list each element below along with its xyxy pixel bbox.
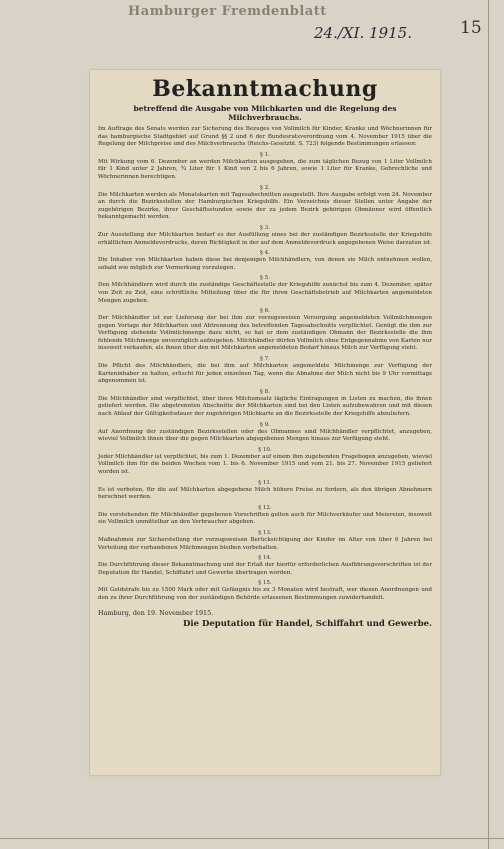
section-number: § 12. [258, 504, 272, 511]
handwritten-date: 24./XI. 1915. [314, 24, 412, 42]
newspaper-clipping [90, 70, 440, 775]
clipping-content [98, 76, 432, 629]
section-text: Mit Geldstrafe bis zu 1500 Mark oder mit Gefängnis bis zu 3 Monaten wird bestraft, wer diesen Anordnungen und den zu ihrer Durchführung von der zuständigen Behörde erlassenen Bestimmungen zuwiderhandelt. [98, 587, 432, 601]
page-header [0, 0, 504, 42]
place-date: Hamburg, den 19. November 1915. [98, 608, 214, 617]
section-number: § 6. [260, 308, 270, 315]
section-number: § 3. [260, 224, 270, 231]
section-number: § 15. [258, 580, 272, 587]
section-number: § 1. [260, 151, 270, 158]
section-text: Die Milchkarten werden als Monatskarten mit Tagesabschnitten ausgestellt. Ihre Ausgabe erfolgt vom 24. November an durch die Bezirksstellen der Hamburgischen Kriegshilfe. Ein Verzeichnis dieser Stellen unter Angabe der zugehörigen Bezirke, ihrer Geschäftsstunden sowie der zu jedem Bezirk gehörigen Obmänner wird öffentlich bekanntgemacht werden. [98, 191, 432, 221]
notice-sections [98, 152, 432, 603]
section-text: Jeder Milchhändler ist verpflichtet, bis zum 1. Dezember auf einem ihm zugehenden Fragebogen anzugeben, wieviel Vollmilch ihm für die beiden Wochen vom 1. bis 6. November 1915 und vom 21. bis 27. November 1915 geliefert worden ist. [98, 453, 432, 475]
notice-intro: Im Auftrage des Senats werden zur Sicherung des Bezuges von Vollmilch für Kinder, Kranke und Wöchnerinnen für das hamburgische Stadtgebiet auf Grund §§ 2 und 6 der Bundesratsverordnung vom 4. November 1915 über die Regelung der Milchpreise und des Milchverbrauchs (Reichs-Gesetzbl. S. 723) folgende Bestimmungen erlassen: [98, 126, 432, 148]
section-text: Die Durchführung dieser Bekanntmachung und der Erlaß der hierfür erforderlichen Ausführungsvorschriften ist der Deputation für Handel, Schiffahrt und Gewerbe übertragen worden. [98, 562, 432, 576]
section-text: Der Milchhändler ist zur Lieferung der bei ihm zur vorzugsweisen Versorgung angemeldeten Vollmilchmengen gegen Vorlage der Milchkarten und Abtrennung des betreffenden Tagesabschnitts verpflichtet. Genügt die ihm zur Verfügung stehende Vollmilchmenge dazu nicht, so hat er dem zuständigen Obmann der Bezirksstelle die ihm fehlende Milchmenge unverzüglich aufzugeben. Milchhändler dürfen Vollmilch ohne Entgegennahme von Karten nur insoweit verkaufen, als ihnen über den mit Milchkarten angemeldeten Bedarf hinaus Milch zur Verfügung steht. [98, 315, 432, 352]
section-number: § 11. [258, 479, 272, 486]
section-text: Die vorstehenden für Milchhändler gegebenen Vorschriften gelten auch für Milchverkäufer und Meiereien, insoweit sie Vollmilch unmittelbar an den Verbraucher abgeben. [98, 511, 432, 526]
section-number: § 8. [260, 388, 270, 395]
section-text: Die Milchhändler sind verpflichtet, über ihren Milchumsatz tägliche Eintragungen in Listen zu machen, die ihnen geliefert werden. Die abgetrennten Abschnitte der Milchkarten sind bei den Listen aufzubewahren und mit diesen nach Ablauf der Gültigkeitsdauer der zugehörigen Milchkarte an die Bezirksstelle der Kriegshilfe abzuliefern. [98, 395, 432, 418]
section-text: Mit Wirkung vom 6. Dezember an werden Milchkarten ausgegeben, die zum täglichen Bezug von 1 Liter Vollmilch für 1 Kind unter 2 Jahren, ¾ Liter für 1 Kind von 2 bis 6 Jahren, sowie 1 Liter für Kranke, Gebrechliche und Wöchnerinnen berechtigen. [98, 158, 432, 180]
signature: Die Deputation für Handel, Schiffahrt und Gewerbe. [183, 618, 432, 629]
section-text: Maßnahmen zur Sicherstellung der vorzugsweisen Berücksichtigung der Kinder im Alter von über 6 Jahren bei Verteilung der vorhandenen Milchmengen bleiben vorbehalten. [98, 536, 432, 551]
page-number: 15 [460, 18, 482, 38]
section-text: Die Inhaber von Milchkarten haben diese bei denjenigen Milchhändlern, von denen sie Milch entnehmen wollen, sobald wie möglich zur Vormerkung vorzulegen. [98, 257, 432, 271]
notice-title: Bekanntmachung [152, 76, 378, 102]
frame-right-edge [488, 0, 489, 849]
notice-subtitle: betreffend die Ausgabe von Milchkarten und die Regelung des Milchverbrauchs. [133, 104, 397, 122]
newspaper-name: Hamburger Fremdenblatt [128, 4, 327, 19]
section-number: § 10. [258, 446, 272, 453]
section-number: § 9. [260, 421, 270, 428]
section-text: Zur Ausstellung der Milchkarten bedarf es der Ausfüllung eines bei der zuständigen Bezirksstelle der Kriegshilfe erhältlichen Anmeldevordrucks, deren Richtigkeit in der auf dem Anmeldevordruck angegebenen Weise darzutun ist. [98, 231, 432, 246]
section-number: § 13. [258, 529, 272, 536]
section-number: § 5. [260, 275, 270, 282]
frame-bottom-edge [0, 838, 504, 839]
section-number: § 2. [260, 184, 270, 191]
section-number: § 14. [258, 555, 272, 562]
section-number: § 4. [260, 250, 270, 257]
section-text: Den Milchhändlern wird durch die zuständige Geschäftsstelle der Kriegshilfe zunächst bis zum 4. Dezember, später von Zeit zu Zeit, eine schriftliche Mitteilung über die für ihren Geschäftsbetrieb auf Milchkarten angemeldeten Mengen zugehen. [98, 282, 432, 304]
section-text: Auf Anordnung der zuständigen Bezirksstellen oder des Obmannes sind Milchhändler verpflichtet, anzugeben, wieviel Vollmilch ihnen über die gegen Milchkarten abgegebenen Mengen hinaus zur Verfügung steht. [98, 428, 432, 443]
section-number: § 7. [260, 356, 270, 363]
section-text: Die Pflicht des Milchhändlers, die bei ihm auf Milchkarten angemeldete Milchmenge zur Verfügung der Karteninhaber zu halten, erlischt für jeden einzelnen Tag, wenn die Abnahme der Milch nicht bis 9 Uhr vormittags abgenommen ist. [98, 363, 432, 385]
section-text: Es ist verboten, für die auf Milchkarten abgegebene Milch höhere Preise zu fordern, als den übrigen Abnehmern berechnet werden. [98, 486, 432, 501]
